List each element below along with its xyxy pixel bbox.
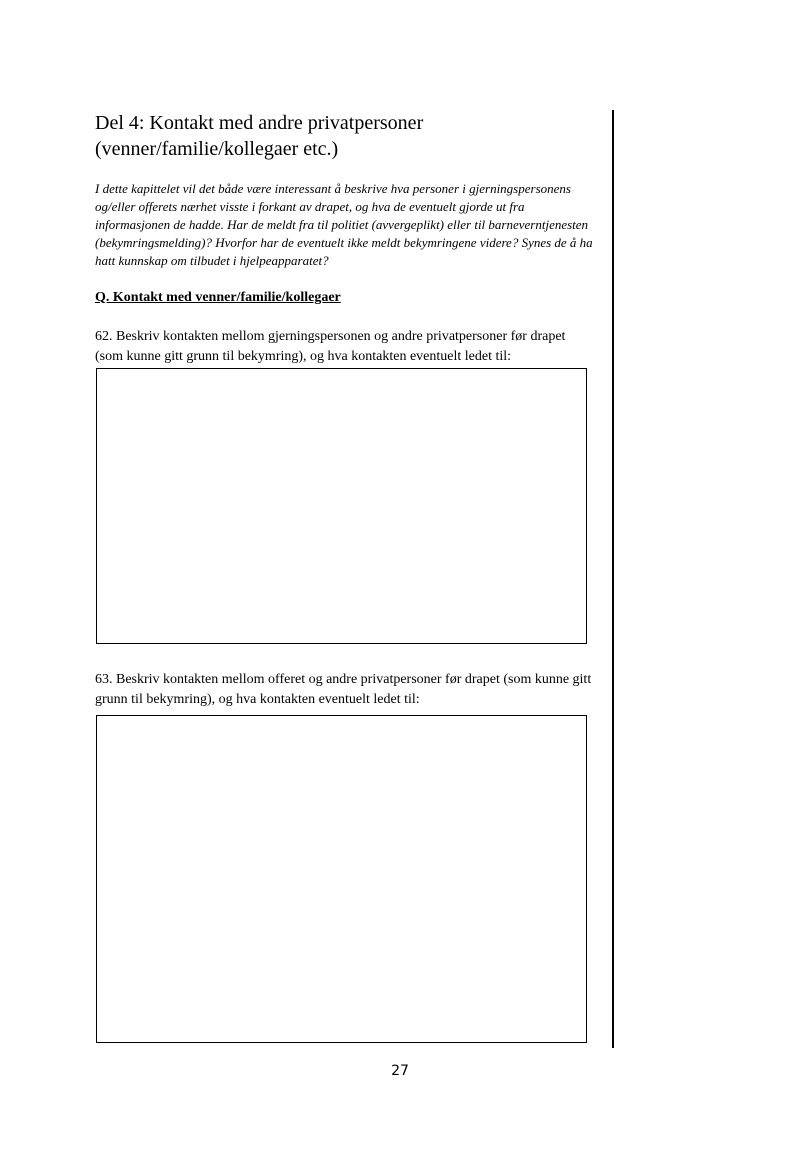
- section-title: Q. Kontakt med venner/familie/kollegaer: [95, 290, 341, 305]
- chapter-heading-line-2: (venner/familie/kollegaer etc.): [95, 138, 339, 160]
- page-number: 27: [391, 1063, 409, 1079]
- question-63-answer-box[interactable]: [96, 715, 587, 1043]
- intro-paragraph: I dette kapittelet vil det både være interessant å beskrive hva personer i gjerningspersonens og/eller offerets nærhet visste i forkant av drapet, og hva de eventuelt gjorde ut fra informasjonen de hadde. Har de meldt fra til politiet (avvergeplikt) eller til barneverntjenesten (bekymringsmelding)? Hvorfor har de eventuelt ikke meldt bekymringene videre? Synes de å ha hatt kunnskap om tilbudet i hjelpeapparatet?: [95, 181, 593, 268]
- question-62-answer-box[interactable]: [96, 368, 587, 644]
- chapter-heading-line-1: Del 4: Kontakt med andre privatpersoner: [95, 112, 424, 134]
- question-62-text: 62. Beskriv kontakten mellom gjerningspersonen og andre privatpersoner før drapet (som kunne gitt grunn til bekymring), og hva kontakten eventuelt ledet til:: [95, 329, 566, 364]
- margin-rule: [612, 110, 614, 1048]
- chapter-heading: [95, 110, 595, 162]
- question-63-text: 63. Beskriv kontakten mellom offeret og andre privatpersoner før drapet (som kunne gitt grunn til bekymring), og hva kontakten eventuelt ledet til:: [95, 672, 592, 707]
